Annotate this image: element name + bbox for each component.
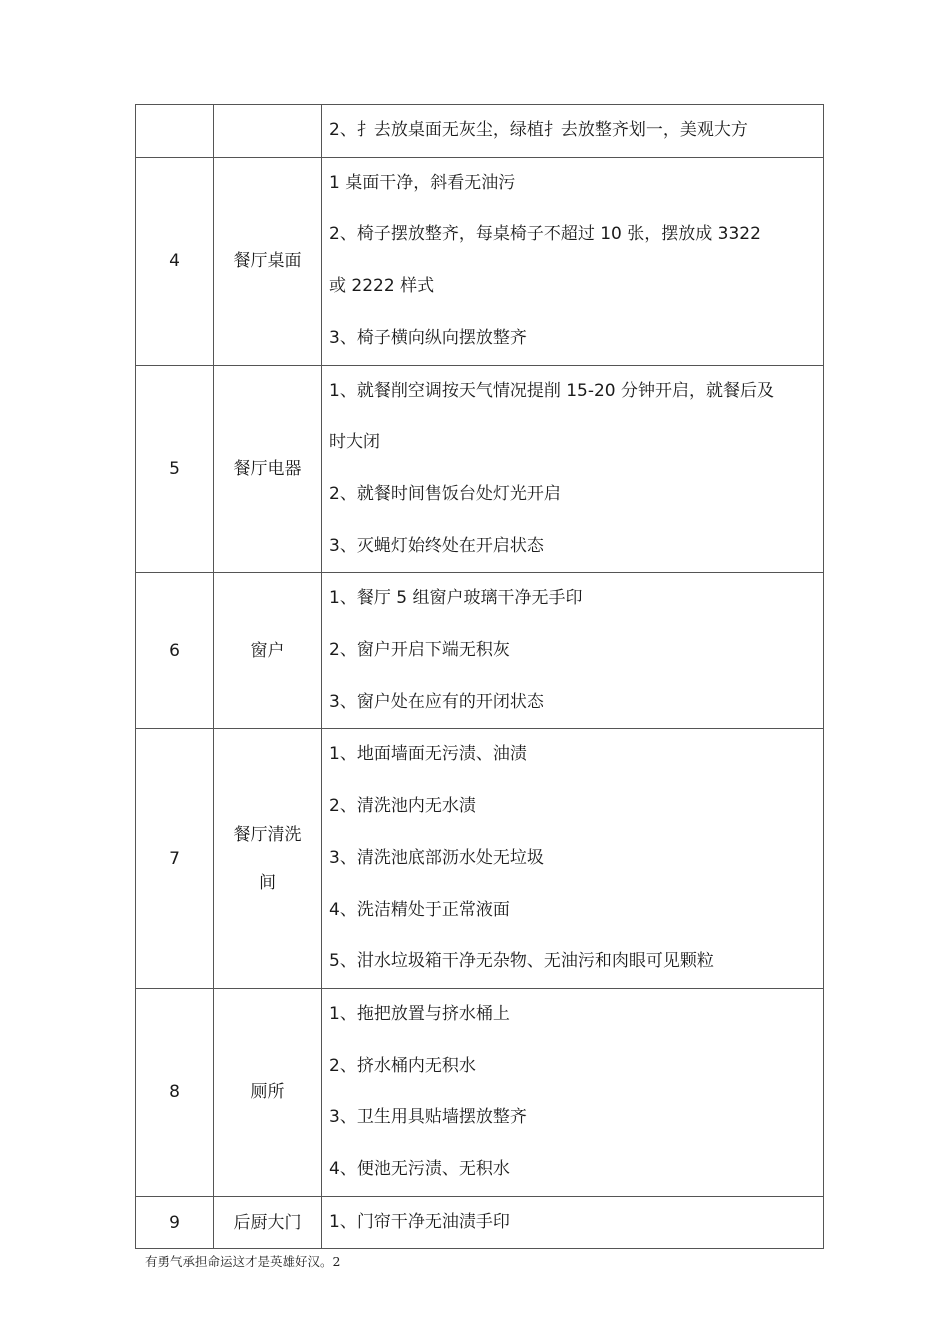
table-row: [136, 157, 824, 365]
standard-item: 3、椅子横向纵向摆放整齐: [329, 327, 527, 348]
table-row: [136, 1196, 824, 1249]
standard-item: 2、窗户开启下端无积灰: [329, 640, 510, 661]
standard-item: 2、就餐时间售饭台处灯光开启: [329, 483, 561, 504]
standard-item: 2、扌去放桌面无灰尘，绿植扌去放整齐划一，美观大方: [329, 120, 748, 140]
row-number: 4: [136, 157, 214, 365]
standard-item: 3、清洗池底部沥水处无垃圾: [329, 847, 544, 868]
row-area: [214, 105, 322, 158]
row-number: 6: [136, 573, 214, 729]
row-area: 窗户: [214, 573, 322, 729]
row-area: 餐厅清洗间: [214, 729, 322, 989]
table-row: [136, 365, 824, 573]
standard-item: 4、便池无污渍、无积水: [329, 1159, 510, 1180]
standard-item: 1、拖把放置与挤水桶上: [329, 1003, 510, 1024]
table-row: [136, 729, 824, 989]
row-number: [136, 105, 214, 158]
row-standards: [322, 105, 824, 158]
standard-item: 3、灭蝇灯始终处在开启状态: [329, 535, 544, 556]
standard-item: 1、就餐削空调按天气情况提削 15-20 分钟开启，就餐后及: [329, 380, 775, 401]
row-area: 餐厅电器: [214, 365, 322, 573]
standard-item: 5、泔水垃圾箱干净无杂物、无油污和肉眼可见颗粒: [329, 951, 714, 972]
standard-item: 2、挤水桶内无积水: [329, 1055, 476, 1076]
row-area: 后厨大门: [214, 1196, 322, 1249]
inspection-table: [135, 104, 824, 1249]
standard-item: 时大闭: [329, 432, 380, 453]
standard-item: 2、清洗池内无水渍: [329, 796, 476, 817]
standard-item: 1、餐厅 5 组窗户玻璃干净无手印: [329, 588, 583, 609]
row-number: 9: [136, 1196, 214, 1249]
footer-text: 有勇气承担命运这才是英雄好汉。2: [145, 1254, 341, 1269]
row-standards: [322, 365, 824, 573]
standard-item: 或 2222 样式: [329, 276, 435, 297]
standard-item: 3、窗户处在应有的开闭状态: [329, 691, 544, 712]
row-number: 5: [136, 365, 214, 573]
row-standards: [322, 729, 824, 989]
table-row: [136, 988, 824, 1196]
standard-item: 4、洗洁精处于正常液面: [329, 899, 510, 920]
table-row: [136, 573, 824, 729]
row-number: 7: [136, 729, 214, 989]
row-standards: [322, 157, 824, 365]
row-standards: [322, 1196, 824, 1249]
standard-item: 3、卫生用具贴墙摆放整齐: [329, 1107, 527, 1128]
row-standards: [322, 573, 824, 729]
table-body: [136, 105, 824, 1249]
standard-item: 1 桌面干净，斜看无油污: [329, 172, 516, 193]
row-standards: [322, 988, 824, 1196]
standard-item: 1、地面墙面无污渍、油渍: [329, 744, 527, 765]
standard-item: 2、椅子摆放整齐，每桌椅子不超过 10 张，摆放成 3322: [329, 224, 761, 245]
row-area: 餐厅桌面: [214, 157, 322, 365]
standard-item: 1、门帘干净无油渍手印: [329, 1211, 510, 1232]
row-number: 8: [136, 988, 214, 1196]
table-row: [136, 105, 824, 158]
row-area: 厕所: [214, 988, 322, 1196]
